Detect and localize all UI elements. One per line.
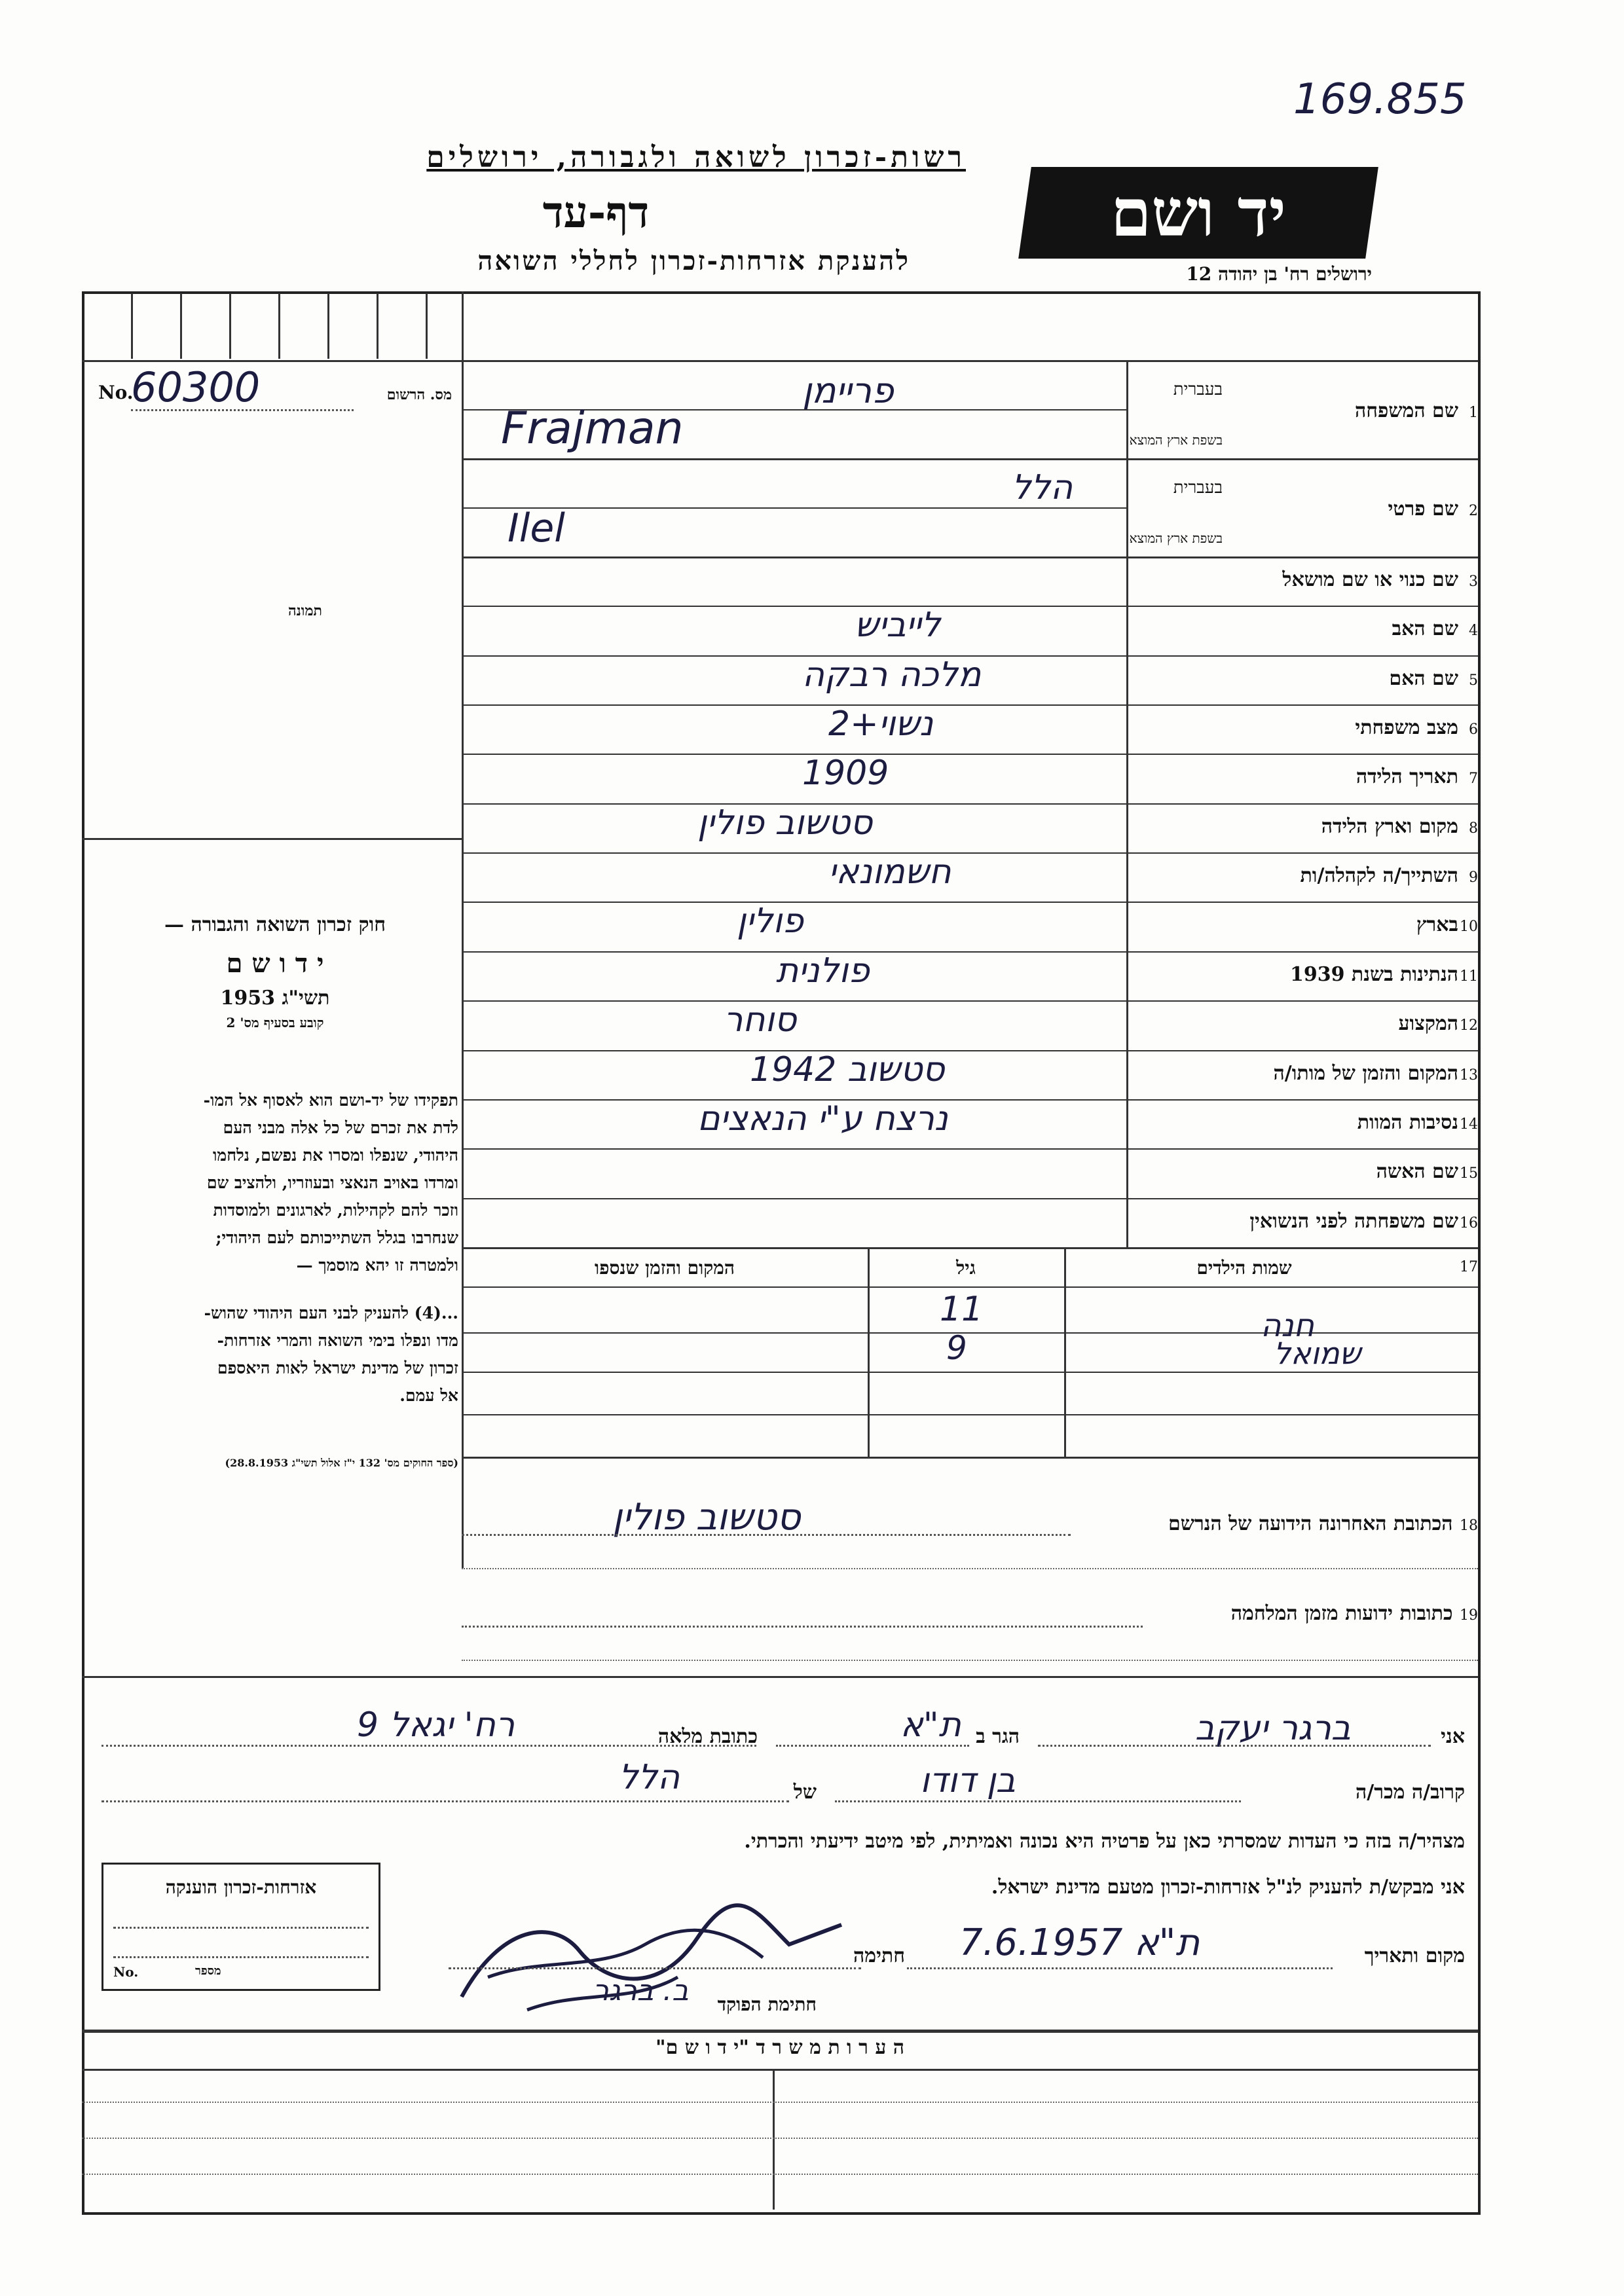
field-row <box>462 655 1478 704</box>
place-date-label: מקום ותאריך <box>1364 1944 1465 1967</box>
relative-label: קרוב/ה מכר/ה <box>1356 1781 1465 1804</box>
resides-in-label: הגר ב <box>976 1725 1020 1748</box>
field-value: סוחר <box>724 1000 797 1040</box>
law-year: תשי"ג 1953 <box>220 987 330 1010</box>
registry-line <box>131 409 354 411</box>
field-row <box>462 803 1478 852</box>
child-age: 11 <box>940 1290 984 1329</box>
law-line: ...(4) להעניק לבני העם היהודי שהוש- <box>204 1303 458 1322</box>
office-notes-divider <box>82 2030 1478 2033</box>
field-row <box>462 754 1478 803</box>
field-label: שם המשפחה <box>1354 399 1458 422</box>
law-footnote: (ספר החוקים מס' 132 י"ז אלול תשי"ג 28.8.1953) <box>225 1457 458 1469</box>
stamp-no-label: No. <box>113 1964 139 1980</box>
authority-header: רשות-זכרון לשואה ולגבורה, ירושלים <box>426 141 966 174</box>
office-notes-line <box>82 2069 1478 2071</box>
field-number: 2 <box>1469 503 1478 519</box>
children-names-header: שמות הילדים <box>1196 1257 1292 1279</box>
field-number: 12 <box>1460 1017 1478 1034</box>
field-number: 14 <box>1460 1116 1478 1133</box>
address-section <box>462 1457 1478 1568</box>
field-sublabel-origin: בשפת ארץ המוצא <box>1129 432 1223 448</box>
field-number: 18 <box>1460 1518 1478 1534</box>
child-name: חנה <box>1261 1307 1314 1344</box>
declarant-address-value: רח' יגאל 9 <box>357 1705 515 1745</box>
field-value: פולנית <box>776 951 870 991</box>
field-label: המקצוע <box>1398 1012 1458 1036</box>
field-row <box>462 1000 1478 1049</box>
signature-label: חתימה <box>853 1944 905 1967</box>
field-value: מלכה רבקה <box>802 655 982 695</box>
field-row-family-name <box>462 360 1478 458</box>
war-address-label <box>1231 1602 1478 1625</box>
field-row <box>462 1198 1478 1247</box>
declarant-name-value: ברגר יעקב <box>1195 1709 1351 1748</box>
field-label: המקום והזמן של מותו/ה <box>1273 1061 1458 1085</box>
form-subtitle: להענקת אזרחות-זכרון לחללי השואה <box>477 246 910 276</box>
citizenship-stamp-box <box>101 1863 380 1991</box>
field-sublabel-origin: בשפת ארץ המוצא <box>1129 530 1223 546</box>
field-number: 4 <box>1469 623 1478 640</box>
field-number: 15 <box>1460 1165 1478 1182</box>
law-line: היהודי, שנפלו ומסרו את נפשם, נלחמו <box>212 1146 458 1165</box>
field-value: נרצח ע"י הנאצים <box>697 1099 948 1139</box>
law-paragraph-1 <box>92 1087 458 1279</box>
field-row-first-name <box>462 458 1478 556</box>
office-notes-divider-v <box>773 2069 775 2210</box>
field-value: 1909 <box>802 754 889 793</box>
law-line: מדו ונפלו בימי השואה והמרי אזרחות- <box>217 1331 458 1350</box>
request-text: אני מבקש/ת להעניק לנ"ל אזרחות-זכרון מטעם מדינת ישראל. <box>991 1876 1465 1899</box>
field-value: סטשוב 1942 <box>750 1049 945 1089</box>
field-sublabel-hebrew: בעברית <box>1173 478 1223 498</box>
first-name-origin-value: Ilel <box>507 505 565 551</box>
field-label: שם האשה <box>1376 1160 1458 1184</box>
field-value: נשוי+2 <box>828 704 934 744</box>
field-label: השתייך/ה לקהלה/ות <box>1300 864 1458 888</box>
relative-of-value: הלל <box>619 1758 680 1797</box>
field-row <box>462 1148 1478 1197</box>
full-address-label: כתובת מלאה <box>657 1725 758 1748</box>
field-row <box>462 852 1478 902</box>
field-row <box>462 902 1478 951</box>
field-number: 7 <box>1469 771 1478 788</box>
law-line: ומרדו באויב הנאצי ובעוזריו, ולהציב שם <box>206 1173 458 1192</box>
field-label: שם האב <box>1392 617 1458 641</box>
field-row <box>462 1099 1478 1148</box>
field-number: 5 <box>1469 672 1478 689</box>
officer-signature-label: חתימת הפוקד <box>717 1994 817 2015</box>
law-line: שנחרבו בגלל השתייכותם לעם היהודי; <box>215 1228 458 1247</box>
field-number: 9 <box>1469 869 1478 886</box>
field-number: 19 <box>1460 1607 1478 1624</box>
serial-number: 169.855 <box>1293 75 1467 124</box>
photo-label: תמונה <box>288 602 322 619</box>
field-label: כתובות ידועות מזמן המלחמה <box>1230 1602 1453 1625</box>
code-boxes <box>82 293 462 359</box>
registry-number: 60300 <box>131 363 261 411</box>
field-row <box>462 606 1478 655</box>
child-name: שמואל <box>1274 1336 1361 1371</box>
field-label: הנתינות בשנת 1939 <box>1289 962 1458 986</box>
field-number: 16 <box>1460 1214 1478 1231</box>
field-value: חשמונאי <box>828 852 951 892</box>
field-label: שם האם <box>1389 666 1458 690</box>
field-number: 13 <box>1460 1066 1478 1084</box>
law-paragraph-2 <box>92 1300 458 1410</box>
field-number: 1 <box>1469 405 1478 421</box>
war-address-section <box>462 1568 1478 1673</box>
law-panel <box>92 913 458 1031</box>
field-label: הכתובת האחרונה הידועה של הנרשם <box>1168 1512 1453 1535</box>
registry-no-label: No. <box>98 382 134 403</box>
law-heading: חוק זכרון השואה והגבורה — <box>164 913 386 936</box>
field-number: 10 <box>1460 919 1478 936</box>
field-label: תאריך הלידה <box>1356 765 1458 789</box>
registry-label: מס. הרשום <box>386 386 452 403</box>
children-place-header: המקום והזמן שנספו <box>595 1257 735 1279</box>
office-notes-title: ה ע ר ו ת מ ש ר ד "י ד ו ש ם" <box>655 2036 905 2059</box>
declarant-city-value: ת"א <box>900 1705 961 1745</box>
field-row <box>462 556 1478 606</box>
family-name-origin-value: Frajman <box>501 403 684 454</box>
field-number: 6 <box>1469 721 1478 738</box>
photo-box-line <box>82 838 462 840</box>
form-title: דף-עד <box>542 187 650 238</box>
officer-signature: ב. ברגר <box>593 1974 689 2007</box>
field-row <box>462 704 1478 754</box>
children-number: 17 <box>1460 1259 1478 1275</box>
law-clause: קובע בסעיף מס' 2 <box>226 1015 324 1030</box>
logo-text: יד ושם <box>1111 174 1286 251</box>
law-name: י ד ו ש ם <box>226 948 324 979</box>
header-address: ירושלים רח' בן יהודה 12 <box>1186 263 1372 285</box>
field-label: שם פרטי <box>1388 498 1458 520</box>
children-age-header: גיל <box>956 1257 976 1279</box>
field-row <box>462 1050 1478 1099</box>
first-name-hebrew-value: הלל <box>1012 468 1073 507</box>
children-section <box>462 1247 1478 1457</box>
law-line: אל עמם. <box>399 1386 458 1405</box>
field-label: שם משפחתה לפני הנשואין <box>1249 1209 1458 1233</box>
stamp-title: אזרחות-זכרון הוענקה <box>165 1876 317 1898</box>
field-number: 3 <box>1469 574 1478 590</box>
law-line: ולמטרה זו יהא מוסמך — <box>296 1256 458 1275</box>
field-sublabel-hebrew: בעברית <box>1173 380 1223 399</box>
field-value: לייביש <box>855 606 941 646</box>
place-date-value: ת"א 7.6.1957 <box>959 1922 1200 1964</box>
fields-table <box>462 360 1478 1247</box>
stamp-number-label: מספר <box>195 1964 221 1978</box>
relation-value: בן דודו <box>920 1761 1016 1800</box>
field-number: 11 <box>1460 968 1478 985</box>
declaration-text: מצהיר/ה בזה כי העדות שמסרתי כאן על פרטיה היא נכונה ואמיתית, לפי מיטב ידיעתי והכרתי. <box>744 1830 1465 1853</box>
field-label: מקום וארץ הלידה <box>1321 814 1458 838</box>
law-line: תפקידו של יד-ושם הוא לאסוף אל המו- <box>203 1091 458 1110</box>
field-value: סטשוב פולין <box>697 803 873 843</box>
law-line: זכרון של מדינת ישראל לאות היאספם <box>217 1358 458 1377</box>
family-name-hebrew-value: פריימן <box>802 370 894 411</box>
law-line: וזכר להם לקהילות, לארגונים ולמוסדות <box>213 1201 458 1220</box>
field-row <box>462 951 1478 1000</box>
last-address-label <box>1168 1512 1478 1535</box>
last-address-value: סטשוב פולין <box>612 1496 801 1539</box>
field-label: מצב משפחתי <box>1355 716 1458 740</box>
field-label: נסיבות המוות <box>1357 1110 1458 1134</box>
field-label: בארץ <box>1416 913 1458 937</box>
field-value: פולין <box>737 902 803 941</box>
field-label: שם כנוי או שם מושאל <box>1282 568 1458 591</box>
of-label: של <box>793 1781 817 1804</box>
law-line: לדת את זכרם של כל אלה מבני העם <box>223 1118 458 1137</box>
declarant-i-label: אני <box>1441 1725 1465 1748</box>
child-age: 9 <box>946 1329 967 1367</box>
yad-vashem-logo <box>1018 167 1378 259</box>
field-number: 8 <box>1469 820 1478 837</box>
